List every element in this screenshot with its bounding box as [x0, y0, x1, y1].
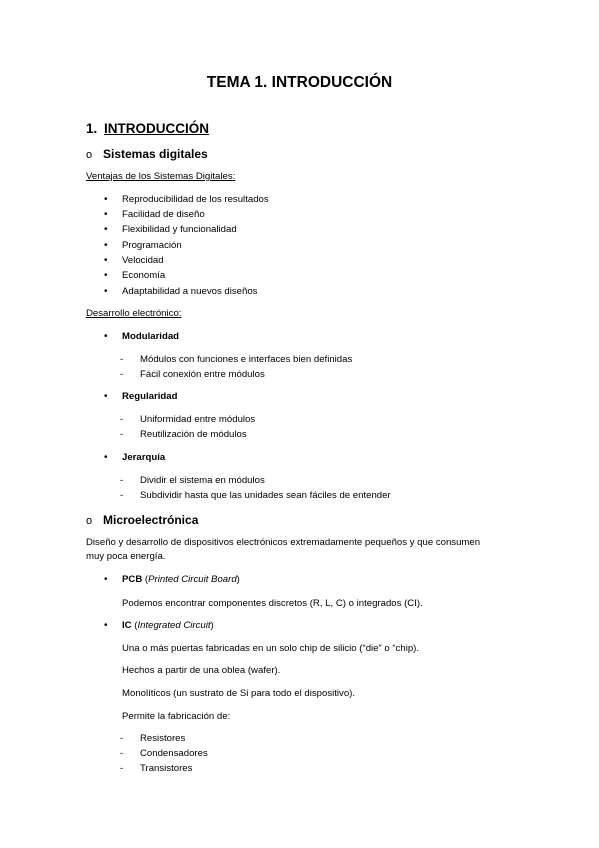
dash-icon: -: [120, 490, 124, 501]
section-number: 1.: [86, 121, 98, 136]
list-item: • Facilidad de diseño: [104, 209, 205, 220]
list-item-heading: • Jerarquía: [104, 452, 166, 463]
circle-bullet-icon: o: [86, 149, 93, 161]
list-item: - Fácil conexión entre módulos: [120, 369, 265, 380]
list-item: - Reutilización de módulos: [120, 429, 247, 440]
circle-bullet-icon: o: [86, 515, 93, 527]
paragraph: Diseño y desarrollo de dispositivos electrónicos extremadamente pequeños y que consumen: [86, 537, 481, 548]
bullet-icon: •: [104, 209, 108, 220]
list-item: • Velocidad: [104, 255, 164, 266]
dash-icon: -: [120, 475, 124, 486]
bullet-icon: •: [104, 194, 108, 205]
paragraph: Hechos a partir de una oblea (wafer).: [122, 665, 281, 676]
bullet-icon: •: [104, 331, 108, 342]
list-item-heading: • Modularidad: [104, 331, 180, 342]
dash-icon: -: [120, 414, 124, 425]
paragraph: muy poca energía.: [86, 551, 166, 562]
dash-icon: -: [120, 733, 124, 744]
dash-icon: -: [120, 429, 124, 440]
bullet-icon: •: [104, 240, 108, 251]
bullet-icon: •: [104, 574, 108, 585]
list-item: - Condensadores: [120, 748, 208, 759]
subsection-heading-micro: [86, 513, 198, 527]
dash-icon: -: [120, 748, 124, 759]
bullet-icon: •: [104, 255, 108, 266]
section-title: INTRODUCCIÓN: [104, 121, 209, 136]
desarrollo-label: Desarrollo electrónico:: [86, 308, 182, 319]
list-item: - Dividir el sistema en módulos: [120, 475, 265, 486]
bullet-icon: •: [104, 620, 108, 631]
section-heading: [86, 121, 209, 136]
list-item: • Adaptabilidad a nuevos diseños: [104, 286, 258, 297]
list-item-heading: • Regularidad: [104, 391, 178, 402]
paragraph: Permite la fabricación de:: [122, 711, 231, 722]
paragraph: Monolíticos (un sustrato de Si para todo el dispositivo).: [122, 688, 356, 699]
list-item-heading: • PCB (Printed Circuit Board): [104, 574, 240, 585]
list-item: • Programación: [104, 240, 182, 251]
dash-icon: -: [120, 354, 124, 365]
list-item: - Subdividir hasta que las unidades sean fáciles de entender: [120, 490, 391, 501]
list-item: - Transistores: [120, 763, 193, 774]
bullet-icon: •: [104, 224, 108, 235]
dash-icon: -: [120, 369, 124, 380]
list-item: • Flexibilidad y funcionalidad: [104, 224, 237, 235]
document-title: TEMA 1. INTRODUCCIÓN: [206, 74, 393, 91]
bullet-icon: •: [104, 391, 108, 402]
list-item: • Economía: [104, 270, 166, 281]
list-item: - Uniformidad entre módulos: [120, 414, 256, 425]
list-item: - Resistores: [120, 733, 186, 744]
dash-icon: -: [120, 763, 124, 774]
bullet-icon: •: [104, 452, 108, 463]
bullet-icon: •: [104, 286, 108, 297]
list-item: - Módulos con funciones e interfaces bien definidas: [120, 354, 353, 365]
subsection-title: Sistemas digitales: [103, 147, 208, 161]
paragraph: Una o más puertas fabricadas en un solo chip de silicio (“die” o “chip).: [122, 643, 420, 654]
subsection-heading-sistemas: [86, 147, 208, 161]
bullet-icon: •: [104, 270, 108, 281]
subsection-title: Microelectrónica: [103, 513, 199, 527]
list-item: • Reproducibilidad de los resultados: [104, 194, 269, 205]
list-item-heading: • IC (Integrated Circuit): [104, 620, 214, 631]
ventajas-label: Ventajas de los Sistemas Digitales:: [86, 171, 236, 182]
paragraph: Podemos encontrar componentes discretos (R, L, C) o integrados (CI).: [122, 598, 423, 609]
